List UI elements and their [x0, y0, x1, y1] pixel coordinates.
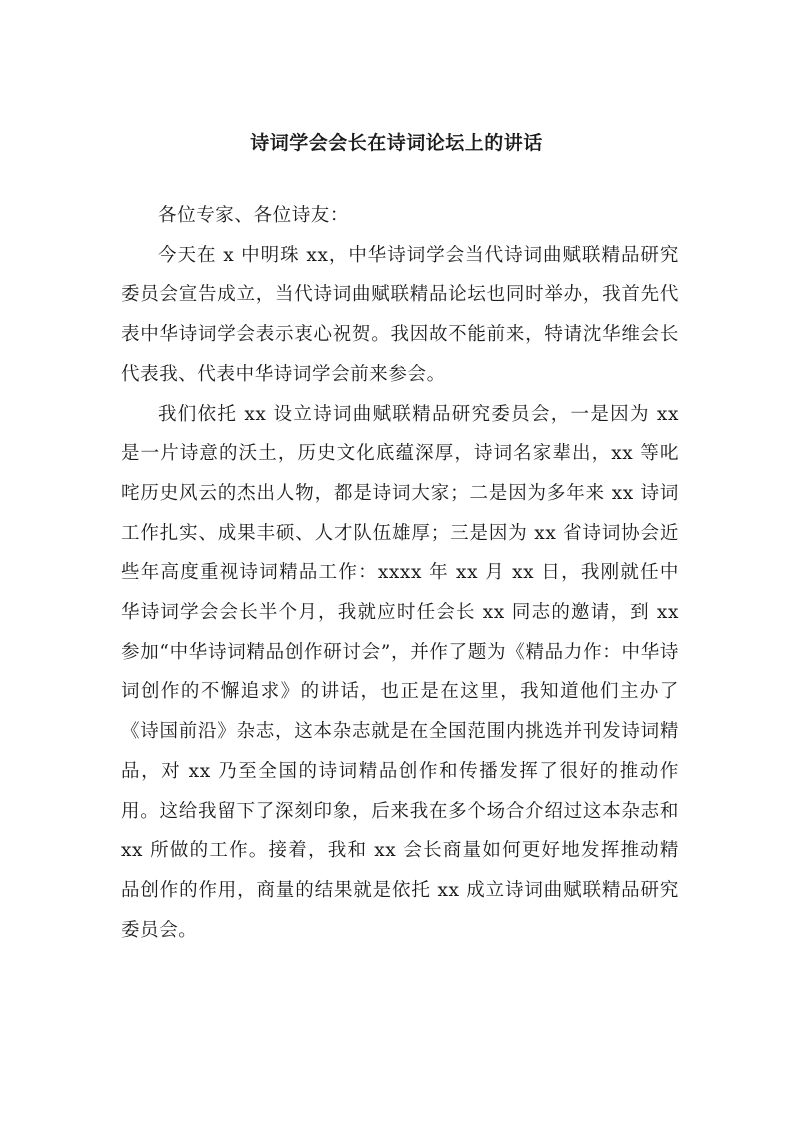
body-paragraph-2: 我们依托 xx 设立诗词曲赋联精品研究委员会，一是因为 xx 是一片诗意的沃土，历史文化底蕴深厚，诗词名家辈出，xx 等叱咤历史风云的杰出人物，都是诗词大家；二是因为多年来 xx 诗词工作扎实、成果丰硕、人才队伍雄厚；三是因为 xx 省诗词协会近些年高度重视诗词精品工作：xxxx 年 xx 月 xx 日，我刚就任中华诗词学会会长半个月，我就应时任会长 xx 同志的邀请，到 xx 参加“中华诗词精品创作研讨会”，并作了题为《精品力作：中华诗词创作的不懈追求》的讲话，也正是在这里，我知道他们主办了《诗国前沿》杂志，这本杂志就是在全国范围内挑选并刊发诗词精品，对 xx 乃至全国的诗词精品创作和传播发挥了很好的推动作用。这给我留下了深刻印象，后来我在多个场合介绍过这本杂志和 xx 所做的工作。接着，我和 xx 会长商量如何更好地发挥推动精品创作的作用，商量的结果就是依托 xx 成立诗词曲赋联精品研究委员会。: [121, 403, 679, 941]
greeting-paragraph: 各位专家、各位诗友：: [158, 205, 350, 226]
document-title: 诗词学会会长在诗词论坛上的讲话: [250, 132, 543, 154]
document-body: [121, 196, 679, 950]
body-paragraph-1: 今天在 x 中明珠 xx，中华诗词学会当代诗词曲赋联精品研究委员会宣告成立，当代诗词曲赋联精品论坛也同时举办，我首先代表中华诗词学会表示衷心祝贺。我因故不能前来，特请沈华维会长代表我、代表中华诗词学会前来参会。: [121, 244, 679, 385]
